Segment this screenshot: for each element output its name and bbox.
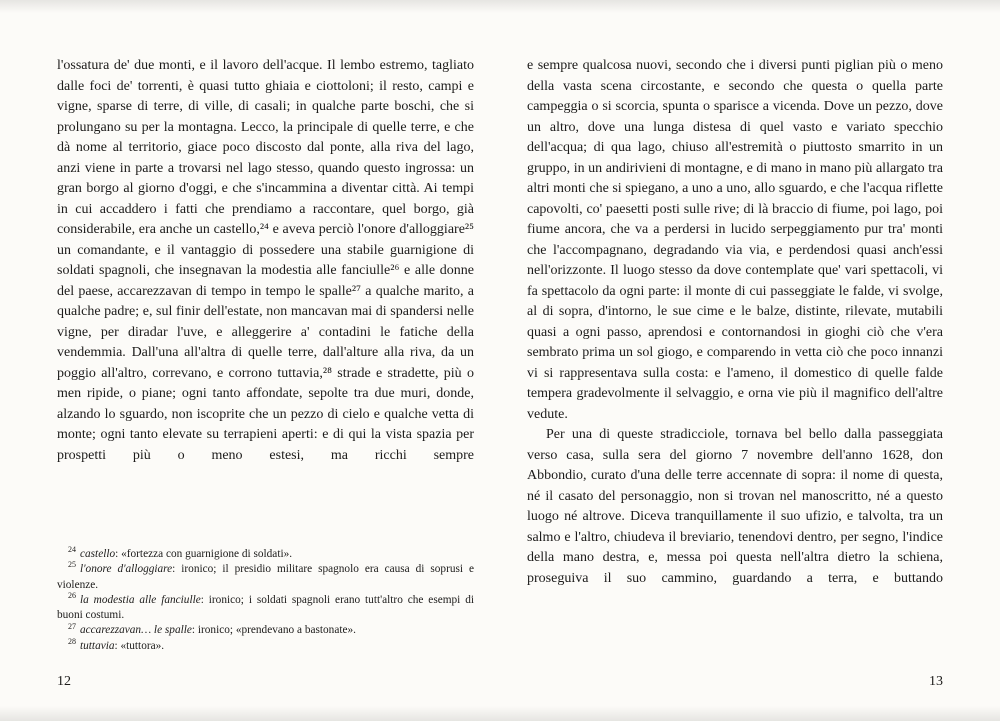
footnote-term: la modestia alle fanciulle bbox=[80, 593, 201, 606]
footnote-term: tuttavia bbox=[80, 639, 115, 652]
page-right-paragraph-2: Per una di queste stradicciole, tornava bel bello dalla passeggiata verso casa, sulla sera del giorno 7 novembre dell'anno 1628, don Abbondio, curato d'una delle terre accennate di sopra: il nome di questa, né il casato del personaggio, non si trovan nel manoscritto, né a questo luogo né altrove. Diceva tranquillamente il suo ufizio, e talvolta, tra un salmo e l'altro, chiudeva il breviario, tenendovi dentro, per segno, l'indice della mano destra, e, messa poi questa nell'altra dietro la schiena, proseguiva il suo cammino, guardando a terra, e buttando bbox=[527, 427, 943, 586]
footnote-number: 25 bbox=[68, 560, 76, 570]
footnote-number: 27 bbox=[68, 621, 76, 631]
page-number-left: 12 bbox=[57, 674, 71, 689]
page-right bbox=[527, 56, 943, 690]
page-left-body-paragraph: l'ossatura de' due monti, e il lavoro dell'acque. Il lembo estremo, tagliato dalle foci de' torrenti, è quasi tutto ghiaia e ciottoloni; il resto, campi e vigne, sparse di terre, di ville, di casali; in qualche parte boschi, che si prolungano su per la montagna. Lecco, la principale di quelle terre, e che dà nome al territorio, giace poco discosto dal ponte, alla riva del lago, anzi viene in parte a trovarsi nel lago stesso, quando questo ingrossa: un gran borgo al giorno d'oggi, e che s'incammina a diventar città. Ai tempi in cui accaddero i fatti che prendiamo a raccontare, quel borgo, già considerabile, era anche un castello,²⁴ e aveva perciò l'onore d'alloggiare²⁵ un comandante, e il vantaggio di possedere una stabile guarnigione di soldati spagnoli, che insegnavan la modestia alle fanciulle²⁶ e alle donne del paese, accarezzavan di tempo in tempo le spalle²⁷ a qualche marito, a qualche padre; e, sul finir dell'estate, non mancavan mai di spandersi nelle vigne, per diradar l'uve, e alleggerire a' contadini le fatiche della vendemmia. Dall'una all'altra di quelle terre, dall'alture alla riva, da un poggio all'altro, correvano, e corrono tuttavia,²⁸ strade e stradette, più o men ripide, o piane; ogni tanto affondate, sepolte tra due muri, donde, alzando lo sguardo, non iscoprite che un pezzo di cielo e qualche vetta di monte; ogni tanto elevate su terrapieni aperti: e di qui la vista spazia per prospetti più o meno estesi, ma ricchi sempre bbox=[57, 58, 474, 463]
footnote bbox=[57, 547, 474, 562]
footnote-term: castello bbox=[80, 547, 116, 560]
footnote-text: : ironico; «prendevano a bastonate». bbox=[191, 624, 356, 637]
page-left-body-area bbox=[57, 56, 474, 466]
footnote-text: : ironico; i soldati spagnoli erano tutt'altro che esempi di buoni costumi. bbox=[57, 593, 474, 622]
footnote-term: l'onore d'alloggiare bbox=[80, 563, 173, 576]
page-left bbox=[57, 56, 474, 690]
footnote bbox=[57, 562, 474, 593]
footnote bbox=[57, 593, 474, 624]
footnote bbox=[57, 636, 474, 654]
footnote-term: accarezzavan… le spalle bbox=[80, 624, 192, 637]
footnote-number: 24 bbox=[68, 545, 76, 555]
footnote-text: : «tuttora». bbox=[114, 639, 165, 652]
footnote-number: 26 bbox=[68, 591, 76, 601]
footnote bbox=[57, 623, 474, 638]
page-number-right: 13 bbox=[929, 674, 943, 689]
footnote-number: 28 bbox=[68, 636, 76, 646]
footnote-text: : ironico; il presidio militare spagnolo era causa di soprusi e violenze. bbox=[57, 563, 474, 591]
page-right-paragraph-1: e sempre qualcosa nuovi, secondo che i diversi punti piglian più o meno della vasta scena circostante, e secondo che questa o quella parte campeggia o si scorcia, spunta o sparisce a vicenda. Dove un pezzo, dove un altro, dove una lunga distesa di quel vasto e variato specchio dell'acqua; di qua lago, chiuso all'estremità o piuttosto smarrito in un gruppo, in un andirivieni di montagne, e di mano in mano più allargato tra altri monti che si spiegano, a uno a uno, allo sguardo, e che l'acqua riflette capovolti, co' paesetti posti sulle rive; di là braccio di fiume, poi lago, poi fiume ancora, che va a perdersi in lucido serpeggiamento pur tra' monti che l'accompagnano, degradando via via, e perdendosi quasi anch'essi nell'orizzonte. Il luogo stesso da dove contemplate que' vari spettacoli, vi fa spettacolo da ogni parte: il monte di cui passeggiate le falde, vi svolge, al di sopra, d'intorno, le sue cime e le balze, distinte, rilevate, mutabili quasi a ogni passo, aprendosi e contornandosi in gioghi ciò che v'era sembrato prima un sol giogo, e comparendo in vetta ciò che poco innanzi vi si rappresentava sulla costa: e l'ameno, il domestico di quelle falde tempera gradevolmente il selvaggio, e orna vie più il magnifico dell'altre vedute. bbox=[527, 58, 943, 422]
footnotes-block bbox=[57, 547, 474, 654]
page-right-body-area bbox=[527, 56, 943, 589]
footnote-text: : «fortezza con guarnigione di soldati». bbox=[115, 547, 293, 560]
